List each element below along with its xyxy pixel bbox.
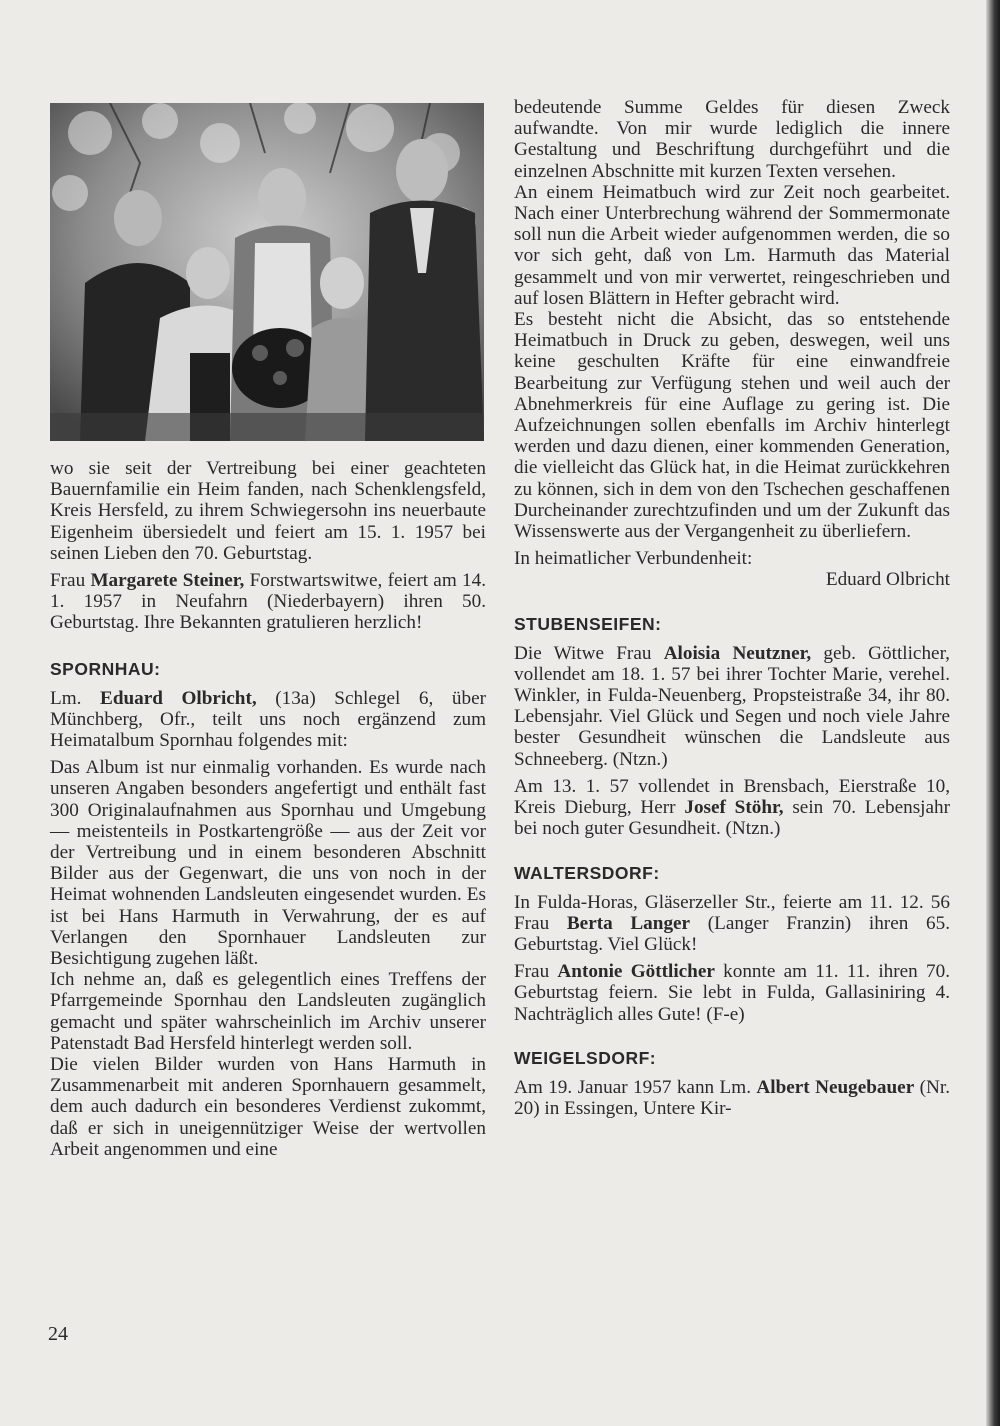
signature: Eduard Olbricht [825, 569, 950, 591]
spornhau-album-paragraph: Das Album ist nur einmalig vorhanden. Es wurde nach unseren Angaben besonders angefertigt und enthält fast 300 Originalaufnahmen aus Spornhau und Umgebung — meistenteils in Postkartengröße — aus der Zeit vor der Vertreibung und in einem besonderen Abschnitt Bilder aus der Gegenwart, die uns von noch in der Heimat wohnenden Landsleuten eingesendet wurden. Es ist bei Hans Harmuth in Verwahrung, der es auf Verlangen den Spornhauer Landsleuten zur Besichtigung zugehen läßt. [50, 757, 486, 970]
person-name: Margarete Steiner, [90, 570, 245, 592]
person-name: Berta Langer [566, 912, 691, 934]
birthday-notice-goettlicher: Frau Antonie Göttlicher konnte am 11. 11. ihren 70. Geburtstag feiern. Sie lebt in Fulda, Gallasiniring 4. Nachträglich alles Gute! (F-e) [514, 961, 950, 1025]
birthday-notice-stoehr: Am 13. 1. 57 vollendet in Brensbach, Eierstraße 10, Kreis Dieburg, Herr Josef Stöhr, sein 70. Lebensjahr bei noch guter Gesundheit. (Ntzn.) [514, 775, 950, 840]
person-name: Josef Stöhr, [684, 797, 784, 819]
birthday-notice-schenklengsfeld: wo sie seit der Vertreibung bei einer geachteten Bauernfamilie ein Heim fanden, nach Schenklengsfeld, Kreis Hersfeld, zu ihrem Schwiegersohn ins neuerbaute Eigenheim übersiedelt und feiert am 15. 1. 1957 bei seinen Lieben den 70. Geburtstag. [50, 458, 486, 564]
person-name: Antonie Göttlicher [557, 961, 715, 983]
person-name: Eduard Olbricht, [100, 687, 257, 709]
page-number: 24 [48, 1323, 68, 1345]
left-column [50, 458, 486, 1160]
section-heading-spornhau: SPORNHAU: [50, 658, 161, 679]
spornhau-intro: Lm. Eduard Olbricht, (13a) Schlegel 6, über Münchberg, Ofr., teilt uns noch ergänzend zum Heimatalbum Spornhau folgendes mit: [50, 687, 486, 752]
archive-paragraph: Es besteht nicht die Absicht, das so entstehende Heimatbuch in Druck zu geben, deswegen, weil uns keine geschulten Kräfte für eine einwandfreie Bearbeitung zur Verfügung stehen und weil auch der Abnehmerkreis für eine Auflage zu gering ist. Die Aufzeichnungen sollen ebenfalls im Archiv hinterlegt werden und dazu dienen, einer kommenden Generation, die vielleicht das Glück hat, in die Heimat zurückkehren zu können, sich in dem von den Tschechen geschaffenen Durcheinander zurechtzufinden und um der Zukunft das Wissenswerte aus der Vergangenheit zu überliefern. [514, 309, 950, 543]
section-heading-waltersdorf: WALTERSDORF: [514, 862, 660, 883]
birthday-notice-langer: In Fulda-Horas, Gläserzeller Str., feierte am 11. 12. 56 Frau Berta Langer (Langer Franzin) ihren 65. Geburtstag. Viel Glück! [514, 891, 950, 955]
closing-line: In heimatlicher Verbundenheit: [514, 548, 753, 570]
person-name: Aloisia Neutzner, [663, 642, 812, 664]
family-photo-icon [50, 103, 484, 441]
birthday-notice-neugebauer: Am 19. Januar 1957 kann Lm. Albert Neugebauer (Nr. 20) in Essingen, Untere Kir- [514, 1076, 950, 1119]
page-edge-shadow [986, 0, 1000, 1426]
right-column [514, 97, 950, 1125]
family-photo [50, 103, 484, 441]
heimatbuch-paragraph: An einem Heimatbuch wird zur Zeit noch gearbeitet. Nach einer Unterbrechung während der Sommermonate soll nun die Arbeit wieder aufgenommen werden, die so vor sich geht, daß von Lm. Harmuth das Material gesammelt und von mir verwertet, reingeschrieben und auf losen Blättern in Hefter gebracht wird. [514, 181, 950, 309]
section-heading-stubenseifen: STUBENSEIFEN: [514, 613, 662, 634]
section-heading-weigelsdorf: WEIGELSDORF: [514, 1047, 657, 1068]
spornhau-collection-paragraph: Die vielen Bilder wurden von Hans Harmuth in Zusammenarbeit mit anderen Spornhauern gesammelt, dem auch dadurch ein besonderes Verdienst zukommt, daß er sich in uneigennütziger Weise der wertvollen Arbeit angenommen und eine [50, 1054, 486, 1160]
spornhau-meeting-paragraph: Ich nehme an, daß es gelegentlich eines Treffens der Pfarrgemeinde Spornhau den Landsleuten zugänglich gemacht und später wahrscheinlich im Archiv unserer Patenstadt Bad Hersfeld hinterlegt werden soll. [50, 969, 486, 1054]
album-funding-paragraph: bedeutende Summe Geldes für diesen Zweck aufwandte. Von mir wurde lediglich die innere Gestaltung und Beschriftung durchgeführt und die einzelnen Abschnitte mit kurzen Texten versehen. [514, 97, 950, 182]
birthday-notice-steiner: Frau Margarete Steiner, Forstwartswitwe, feiert am 14. 1. 1957 in Neufahrn (Niederbayern) ihren 50. Geburtstag. Ihre Bekannten gratulieren herzlich! [50, 570, 486, 634]
birthday-notice-neutzner: Die Witwe Frau Aloisia Neutzner, geb. Göttlicher, vollendet am 18. 1. 57 bei ihrer Tochter Marie, verehel. Winkler, in Fulda-Neuenberg, Propsteistraße 34, ihr 80. Lebensjahr. Viel Glück und Segen und noch viele Jahre bester Gesundheit wünschen die Landsleute aus Schneeberg. (Ntzn.) [514, 642, 950, 770]
person-name: Albert Neugebauer [756, 1076, 915, 1098]
